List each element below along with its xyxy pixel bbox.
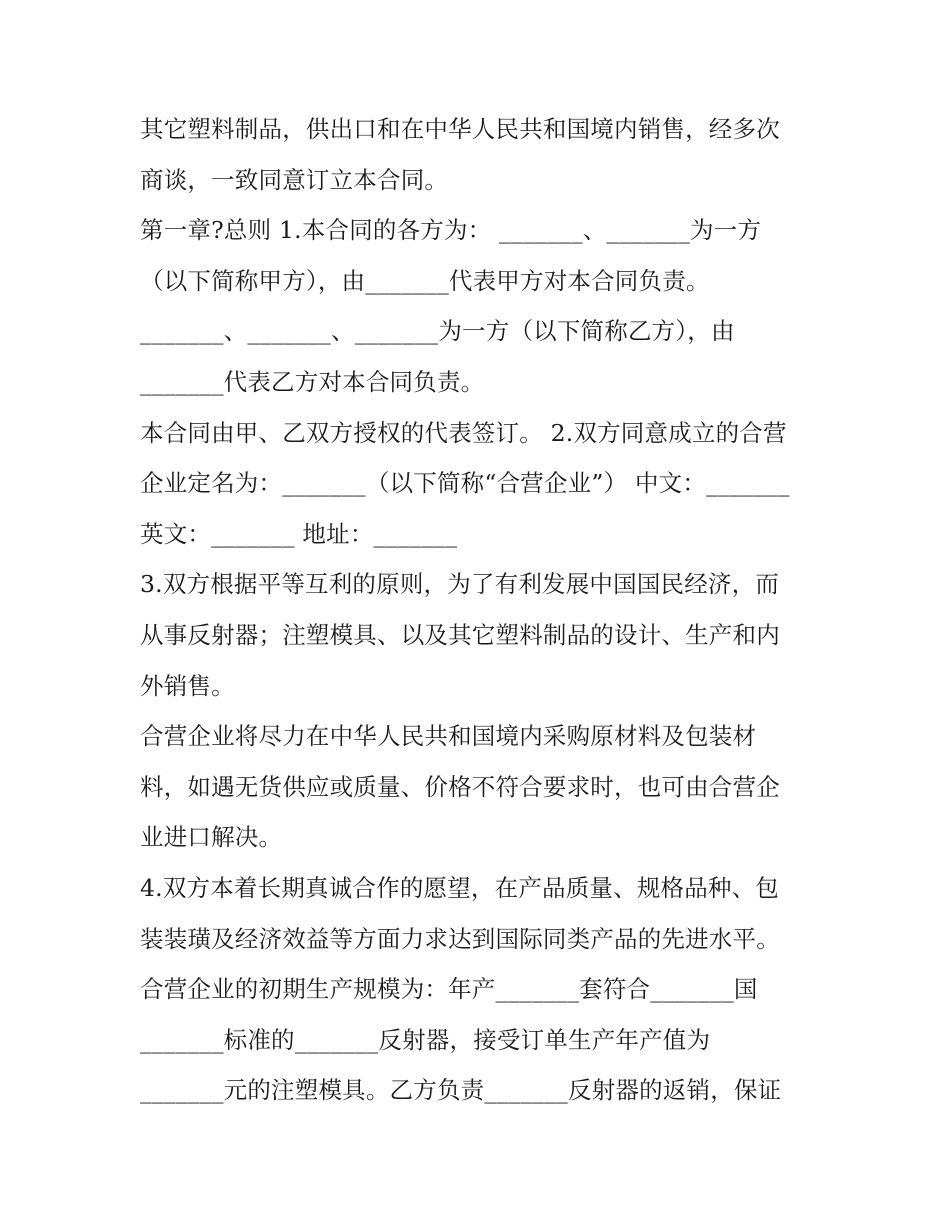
contract-body-text	[140, 104, 820, 1116]
text-line: （以下简称甲方），由_______代表甲方对本合同负责。	[140, 266, 710, 295]
text-line: 从事反射器；注塑模具、以及其它塑料制品的设计、生产和内	[140, 620, 780, 649]
text-line: 3.双方根据平等互利的原则，为了有利发展中国国民经济，而	[140, 570, 780, 599]
text-line: 商谈，一致同意订立本合同。	[140, 165, 449, 194]
text-line: _______代表乙方对本合同负责。	[140, 367, 485, 396]
text-line: 英文：_______ 地址：_______	[140, 519, 458, 548]
text-line: _______元的注塑模具。乙方负责_______反射器的返销，保证	[140, 1076, 782, 1105]
text-line: _______标准的_______反射器，接受订单生产年产值为	[140, 1025, 711, 1054]
text-line: 企业定名为：_______（以下简称“合营企业”） 中文：_______	[140, 469, 790, 498]
text-line: 外销售。	[140, 671, 235, 700]
text-line: 本合同由甲、乙双方授权的代表签订。 2.双方同意成立的合营	[140, 418, 787, 447]
text-line: _______、_______、_______为一方（以下简称乙方），由	[140, 317, 735, 346]
text-line: 业进口解决。	[140, 823, 283, 852]
text-line: 料，如遇无货供应或质量、价格不符合要求时，也可由合营企	[140, 772, 780, 801]
text-line: 第一章?总则 1.本合同的各方为： _______、_______为一方	[140, 216, 762, 245]
text-line: 4.双方本着长期真诚合作的愿望，在产品质量、规格品种、包	[140, 873, 780, 902]
text-line: 合营企业将尽力在中华人民共和国境内采购原材料及包装材	[140, 722, 757, 751]
text-line: 装装璜及经济效益等方面力求达到国际同类产品的先进水平。	[140, 924, 780, 953]
text-line: 其它塑料制品，供出口和在中华人民共和国境内销售，经多次	[140, 115, 780, 143]
text-line: 合营企业的初期生产规模为：年产_______套符合_______国	[140, 975, 758, 1004]
